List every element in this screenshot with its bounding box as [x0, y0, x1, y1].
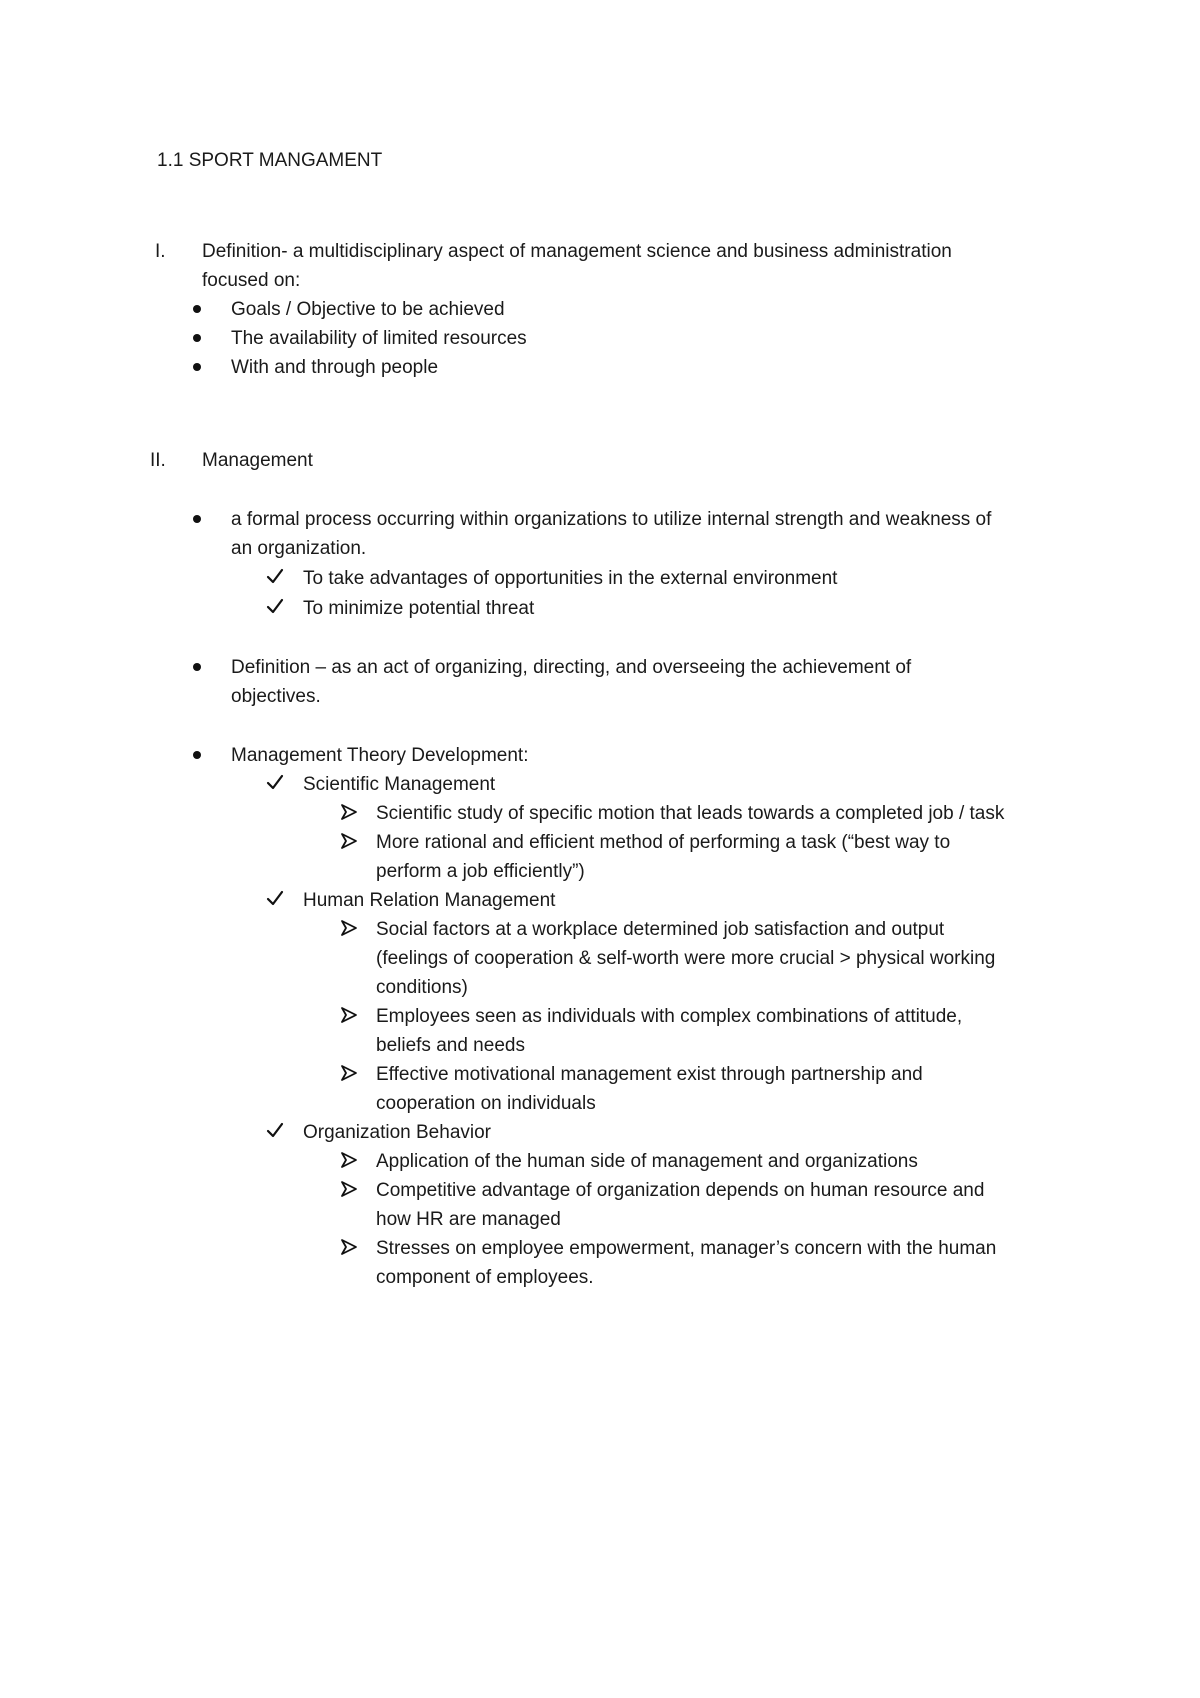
arrow-bullet-icon [339, 1179, 359, 1199]
human-relation-point-3-line-2: cooperation on individuals [376, 1093, 596, 1114]
scientific-management-point-1: Scientific study of specific motion that leads towards a completed job / task [376, 803, 1005, 824]
section-1-definition-line-2: focused on: [202, 270, 301, 291]
scientific-management-point-2-line-1: More rational and efficient method of performing a task (“best way to [376, 832, 951, 853]
section-1-definition-line-1: Definition- a multidisciplinary aspect of management science and business administration [202, 241, 952, 262]
human-relation-management-title: Human Relation Management [303, 890, 556, 911]
section-2-bullet-1-line-1: a formal process occurring within organizations to utilize internal strength and weakness of [231, 509, 992, 530]
organization-behavior-title: Organization Behavior [303, 1122, 491, 1143]
section-1-bullet-2: The availability of limited resources [231, 328, 527, 349]
human-relation-point-2-line-2: beliefs and needs [376, 1035, 525, 1056]
arrow-bullet-icon [339, 918, 359, 938]
section-1-numeral: I. [155, 241, 166, 262]
arrow-bullet-icon [339, 1237, 359, 1257]
checkmark-icon [265, 566, 285, 586]
page-heading: 1.1 SPORT MANGAMENT [157, 150, 383, 171]
human-relation-point-1-line-2: (feelings of cooperation & self-worth were more crucial > physical working [376, 948, 996, 969]
human-relation-point-1-line-1: Social factors at a workplace determined job satisfaction and output [376, 919, 945, 940]
bullet-dot-icon [193, 363, 201, 371]
organization-behavior-point-3-line-1: Stresses on employee empowerment, manager’s concern with the human [376, 1238, 997, 1259]
human-relation-point-2-line-1: Employees seen as individuals with complex combinations of attitude, [376, 1006, 963, 1027]
scientific-management-point-2-line-2: perform a job efficiently”) [376, 861, 585, 882]
arrow-bullet-icon [339, 802, 359, 822]
section-1-bullet-3: With and through people [231, 357, 439, 378]
arrow-bullet-icon [339, 1150, 359, 1170]
section-2-bullet-2-line-1: Definition – as an act of organizing, directing, and overseeing the achievement of [231, 657, 912, 678]
organization-behavior-point-2-line-2: how HR are managed [376, 1209, 561, 1230]
section-2-bullet-1-check-1: To take advantages of opportunities in the external environment [303, 568, 838, 589]
human-relation-point-3-line-1: Effective motivational management exist through partnership and [376, 1064, 923, 1085]
bullet-dot-icon [193, 334, 201, 342]
section-2-bullet-1-check-2: To minimize potential threat [303, 598, 535, 619]
scientific-management-title: Scientific Management [303, 774, 496, 795]
checkmark-icon [265, 772, 285, 792]
arrow-bullet-icon [339, 1063, 359, 1083]
checkmark-icon [265, 1120, 285, 1140]
arrow-bullet-icon [339, 1005, 359, 1025]
organization-behavior-point-1: Application of the human side of management and organizations [376, 1151, 918, 1172]
section-2-numeral: II. [150, 450, 166, 471]
checkmark-icon [265, 888, 285, 908]
bullet-dot-icon [193, 305, 201, 313]
organization-behavior-point-2-line-1: Competitive advantage of organization depends on human resource and [376, 1180, 985, 1201]
checkmark-icon [265, 596, 285, 616]
section-2-title: Management [202, 450, 313, 471]
section-2-bullet-2-line-2: objectives. [231, 686, 321, 707]
bullet-dot-icon [193, 663, 201, 671]
human-relation-point-1-line-3: conditions) [376, 977, 468, 998]
section-1-bullet-1: Goals / Objective to be achieved [231, 299, 505, 320]
bullet-dot-icon [193, 515, 201, 523]
arrow-bullet-icon [339, 831, 359, 851]
organization-behavior-point-3-line-2: component of employees. [376, 1267, 594, 1288]
section-2-bullet-1-line-2: an organization. [231, 538, 367, 559]
section-2-bullet-3-title: Management Theory Development: [231, 745, 529, 766]
bullet-dot-icon [193, 751, 201, 759]
